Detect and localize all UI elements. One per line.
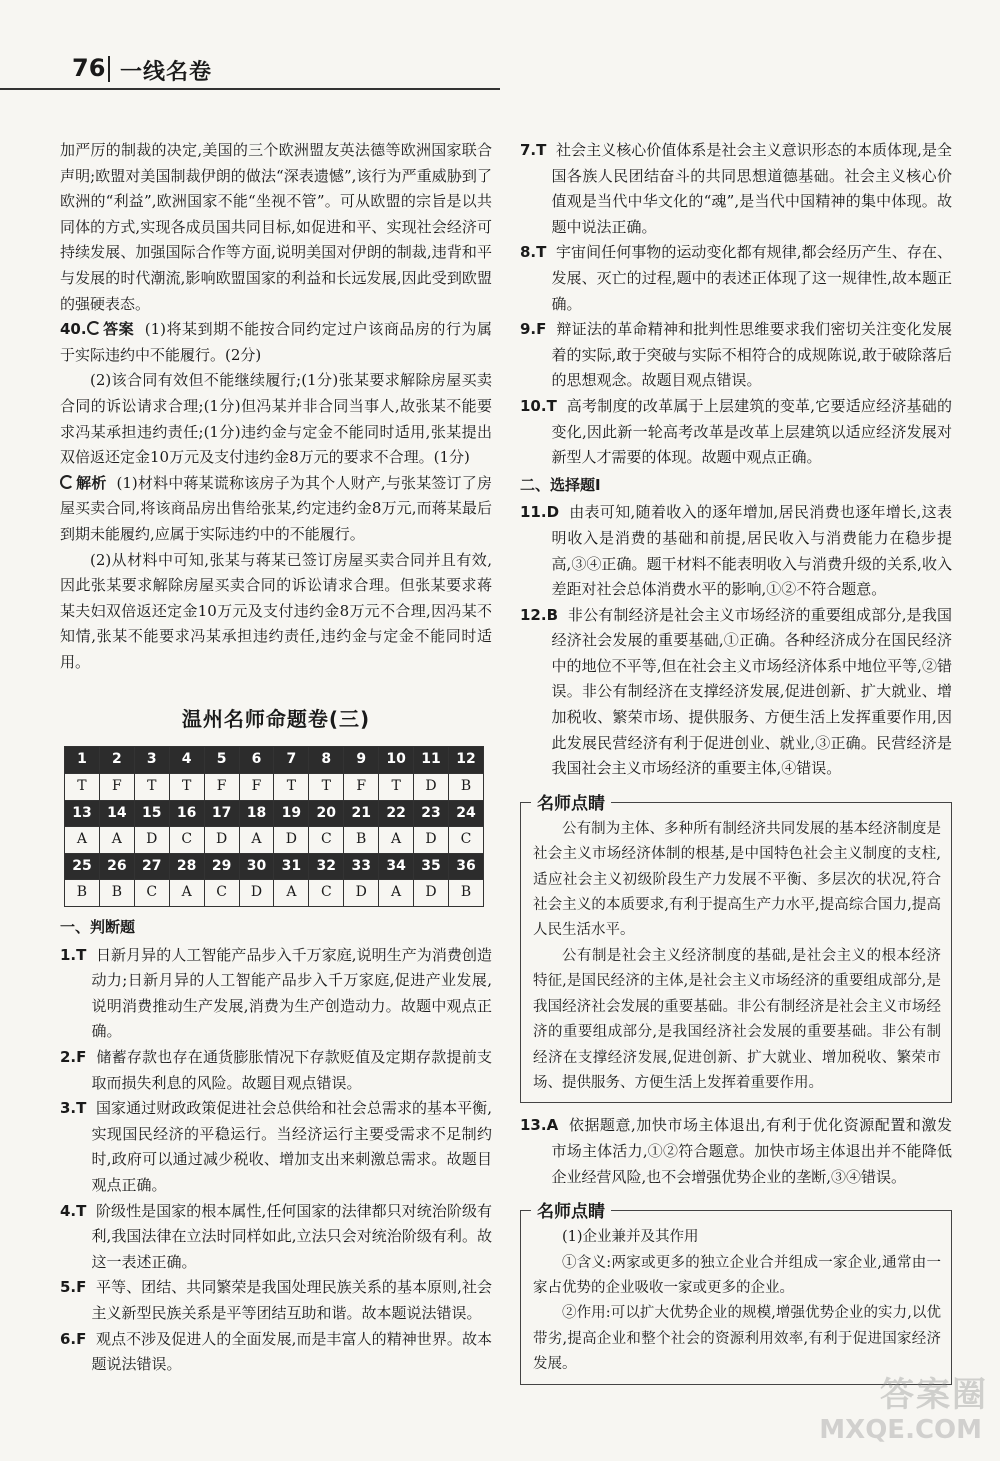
- item-number: 9.F: [520, 320, 547, 339]
- answer-cell: B: [344, 827, 379, 854]
- answer-cell: A: [169, 880, 204, 907]
- item-text: 辩证法的革命精神和批判性思维要求我们密切关注变化发展着的实际,敢于突破与实际不相符合的成规陈说,敢于破除落后的思想观念。故题目观点错误。: [551, 320, 952, 390]
- tip-box: [520, 1202, 952, 1384]
- header-rule: [0, 88, 500, 90]
- list-item: [60, 943, 492, 1045]
- q40-answer-2: (2)该合同有效但不能继续履行;(1分)张某要求解除房屋买卖合同的诉讼请求合理;(1分)但冯某并非合同当事人,故张某不能要求冯某承担违约责任;(1分)违约金与定金不能同时适用,张某提出双倍返还定金10万元及支付违约金8万元的要求不合理。(1分): [60, 371, 492, 467]
- answer-cell: A: [379, 880, 414, 907]
- question-number: 17: [204, 800, 239, 827]
- answer-cell: T: [274, 774, 309, 801]
- answer-table-row: [65, 800, 484, 827]
- question-number: 12: [448, 747, 483, 774]
- question-number: 15: [134, 800, 169, 827]
- list-item: [520, 603, 952, 782]
- question-number: 35: [414, 853, 449, 880]
- question-number: 14: [99, 800, 134, 827]
- item-text: 由表可知,随着收入的逐年增加,居民消费也逐年增长,这表明收入是消费的基础和前提,居民收入与消费能力在稳步提高,③④正确。题干材料不能表明收入与消费升级的关系,收入差距对社会总体消费水平的影响,①②不符合题意。: [551, 503, 952, 599]
- answer-cell: C: [134, 880, 169, 907]
- list-item: [520, 500, 952, 602]
- item-number: 3.T: [60, 1099, 87, 1118]
- question-number: 32: [309, 853, 344, 880]
- section-heading-judgement: 一、判断题: [60, 918, 136, 937]
- answer-cell: C: [309, 880, 344, 907]
- q40-analysis-1: (1)材料中蒋某谎称该房子为其个人财产,与张某签订了房屋买卖合同,将该商品房出售给张某,约定违约金8万元,而蒋某最后到期未能履约,应属于实际违约中的不能履行。: [60, 473, 492, 543]
- answer-cell: A: [274, 880, 309, 907]
- right-column: [520, 138, 952, 1395]
- answer-cell: D: [274, 827, 309, 854]
- answer-cell: A: [65, 827, 100, 854]
- page-number: 76: [72, 54, 106, 82]
- question-number: 33: [344, 853, 379, 880]
- question-number: 11: [414, 747, 449, 774]
- question-number: 26: [99, 853, 134, 880]
- question-number: 9: [344, 747, 379, 774]
- continued-text: 加严厉的制裁的决定,美国的三个欧洲盟友英法德等欧洲国家联合声明;欧盟对美国制裁伊朗的做法“深表遗憾”,该行为严重威胁到了欧洲的“利益”,欧洲国家不能“坐视不管”。可从欧盟的宗旨是以共同体的方式,实现各成员国共同目标,如促进和平、实现社会经济可持续发展、加强国际合作等方面,说明美国对伊朗的制裁,违背和平与发展的时代潮流,影响欧盟国家的利益和长远发展,因此受到欧盟的强硬表态。: [60, 141, 492, 313]
- list-item: [520, 317, 952, 394]
- answer-cell: C: [309, 827, 344, 854]
- watermark-site: MXQE.COM: [819, 1415, 982, 1445]
- analysis-icon: [60, 475, 74, 489]
- answer-cell: D: [204, 827, 239, 854]
- item-text: 社会主义核心价值体系是社会主义意识形态的本质体现,是全国各族人民团结奋斗的共同思想道德基础。社会主义核心价值观是当代中华文化的“魂”,是当代中国精神的集中体现。故题中说法正确。: [551, 141, 952, 236]
- question-number: 10: [379, 747, 414, 774]
- answer-table: [64, 746, 484, 907]
- tip-paragraph: 公有制是社会主义经济制度的基础,是社会主义的根本经济特征,是国民经济的主体,是社会主义市场经济的重要组成部分,是我国经济社会发展的重要基础。非公有制经济是社会主义市场经济的重要组成部分,是我国经济社会发展的重要基础。非公有制经济在支撑经济发展,促进创新、扩大就业、增加税收、繁荣市场、提供服务、方便生活上发挥着重要作用。: [533, 947, 941, 1091]
- answer-cell: T: [169, 774, 204, 801]
- item-text: 储蓄存款也存在通货膨胀情况下存款贬值及定期存款提前支取而损失利息的风险。故题目观点错误。: [91, 1048, 492, 1092]
- question-number: 7: [274, 747, 309, 774]
- item-text: 日新月异的人工智能产品步入千万家庭,说明生产为消费创造动力;日新月异的人工智能产品步入千万家庭,促进产业发展,说明消费推动生产发展,消费为生产创造动力。故题中观点正确。: [91, 945, 492, 1041]
- answer-cell: F: [204, 774, 239, 801]
- question-number: 8: [309, 747, 344, 774]
- item-number: 11.D: [520, 503, 560, 522]
- list-item: [60, 1096, 492, 1198]
- question-number: 2: [99, 747, 134, 774]
- question-number: 4: [169, 747, 204, 774]
- question-number: 25: [65, 853, 100, 880]
- answer-cell: D: [414, 774, 449, 801]
- answer-icon: [87, 321, 101, 335]
- question-number: 13: [65, 800, 100, 827]
- answer-cell: T: [134, 774, 169, 801]
- answer-table-row: [65, 853, 484, 880]
- answer-cell: D: [414, 880, 449, 907]
- list-item: [60, 1045, 492, 1096]
- item-number: 1.T: [60, 945, 87, 964]
- tip-box-label: 名师点睛: [531, 1197, 611, 1222]
- item-text: 阶级性是国家的根本属性,任何国家的法律都只对统治阶级有利,我国法律在立法时同样如此,立法只会对统治阶级有利。故这一表述正确。: [91, 1201, 492, 1271]
- answer-cell: A: [379, 827, 414, 854]
- section-heading-choice: 二、选择题Ⅰ: [520, 475, 601, 494]
- list-item: [60, 1275, 492, 1326]
- watermark: [768, 1365, 988, 1445]
- list-item: [60, 1199, 492, 1276]
- question-number: 18: [239, 800, 274, 827]
- list-item: [60, 1327, 492, 1378]
- answer-cell: T: [309, 774, 344, 801]
- answer-table-row: [65, 880, 484, 907]
- answer-tag: 答案: [102, 320, 135, 339]
- answer-cell: B: [99, 880, 134, 907]
- q40-analysis: [60, 471, 492, 548]
- q40-number: 40.: [60, 320, 87, 339]
- item-number: 10.T: [520, 396, 557, 415]
- tip-paragraph: 公有制为主体、多种所有制经济共同发展的基本经济制度是社会主义市场经济体制的根基,是中国特色社会主义制度的支柱,适应社会主义初级阶段生产力发展不平衡、多层次的状况,符合社会主义的本质要求,有利于提高生产力水平,提高综合国力,提高人民生活水平。: [533, 820, 941, 939]
- answer-cell: F: [239, 774, 274, 801]
- item-number: 4.T: [60, 1201, 87, 1220]
- tip-paragraph: (1)企业兼并及其作用: [562, 1229, 699, 1246]
- question-number: 1: [65, 747, 100, 774]
- answer-cell: T: [379, 774, 414, 801]
- question-number: 24: [448, 800, 483, 827]
- question-number: 19: [274, 800, 309, 827]
- list-item: [520, 240, 952, 317]
- question-number: 6: [239, 747, 274, 774]
- answer-cell: D: [344, 880, 379, 907]
- answer-cell: C: [204, 880, 239, 907]
- list-item: [520, 1113, 952, 1190]
- answer-cell: F: [344, 774, 379, 801]
- answer-cell: C: [169, 827, 204, 854]
- book-title: 一线名卷: [120, 60, 213, 85]
- answer-cell: F: [99, 774, 134, 801]
- question-number: 20: [309, 800, 344, 827]
- tip-box: [520, 793, 952, 1103]
- analysis-tag: 解析: [76, 473, 107, 492]
- question-number: 23: [414, 800, 449, 827]
- item-text: 观点不涉及促进人的全面发展,而是丰富人的精神世界。故本题说法错误。: [91, 1329, 492, 1374]
- item-text: 宇宙间任何事物的运动变化都有规律,都会经历产生、存在、发展、灭亡的过程,题中的表述正体现了这一规律性,故本题正确。: [551, 243, 952, 313]
- item-number: 13.A: [520, 1116, 559, 1135]
- question-number: 30: [239, 853, 274, 880]
- answer-table-row: [65, 747, 484, 774]
- item-text: 高考制度的改革属于上层建筑的变革,它要适应经济基础的变化,因此新一轮高考改革是改革上层建筑以适应经济发展对新型人才需要的体现。故题中观点正确。: [551, 396, 952, 467]
- tip-paragraph: ①含义:两家或更多的独立企业合并组成一家企业,通常由一家占优势的企业吸收一家或更多的企业。: [533, 1254, 941, 1296]
- item-number: 2.F: [60, 1048, 87, 1066]
- answer-table-row: [65, 774, 484, 801]
- item-number: 8.T: [520, 243, 547, 262]
- item-number: 12.B: [520, 605, 559, 624]
- item-number: 7.T: [520, 141, 547, 159]
- question-number: 3: [134, 747, 169, 774]
- question-number: 31: [274, 853, 309, 880]
- q40-answer: [60, 317, 492, 368]
- answer-cell: A: [239, 827, 274, 854]
- question-number: 21: [344, 800, 379, 827]
- answer-cell: D: [414, 827, 449, 854]
- question-number: 22: [379, 800, 414, 827]
- item-text: 国家通过财政政策促进社会总供给和社会总需求的基本平衡,实现国民经济的平稳运行。当经济运行主要受需求不足制约时,政府可以通过减少税收、增加支出来刺激总需求。故题目观点正确。: [91, 1099, 492, 1194]
- answer-cell: T: [65, 774, 100, 801]
- answer-cell: D: [134, 827, 169, 854]
- list-item: [520, 138, 952, 240]
- watermark-logo: 答案圈: [880, 1375, 988, 1415]
- answer-cell: B: [65, 880, 100, 907]
- answer-cell: A: [99, 827, 134, 854]
- list-item: [520, 394, 952, 471]
- question-number: 16: [169, 800, 204, 827]
- left-column: [60, 138, 492, 1378]
- item-number: 5.F: [60, 1278, 87, 1297]
- page-header: [0, 48, 500, 92]
- question-number: 29: [204, 853, 239, 880]
- answer-cell: D: [239, 880, 274, 907]
- question-number: 5: [204, 747, 239, 774]
- question-number: 27: [134, 853, 169, 880]
- question-number: 34: [379, 853, 414, 880]
- answer-cell: B: [448, 880, 483, 907]
- q40-answer-1: (1)将某到期不能按合同约定过户该商品房的行为属于实际违约中不能履行。(2分): [60, 320, 492, 364]
- item-text: 依据题意,加快市场主体退出,有利于优化资源配置和激发市场主体活力,①②符合题意。加快市场主体退出并不能降低企业经营风险,也不会增强优势企业的垄断,③④错误。: [551, 1116, 952, 1186]
- tip-box-label: 名师点睛: [531, 789, 611, 814]
- tip-paragraph: ②作用:可以扩大优势企业的规模,增强优势企业的实力,以优带劣,提高企业和整个社会的资源利用效率,有利于促进国家经济发展。: [533, 1305, 941, 1373]
- q40-analysis-2: (2)从材料中可知,张某与蒋某已签订房屋买卖合同并且有效,因此张某要求解除房屋买卖合同的诉讼请求合理。但张某要求蒋某夫妇双倍返还定金10万元及支付违约金8万元不合理,因冯某不知情,张某不能要求冯某承担违约责任,违约金与定金不能同时适用。: [60, 550, 492, 671]
- answer-table-row: [65, 827, 484, 854]
- question-number: 28: [169, 853, 204, 880]
- item-text: 平等、团结、共同繁荣是我国处理民族关系的基本原则,社会主义新型民族关系是平等团结互助和谐。故本题说法错误。: [91, 1278, 492, 1322]
- exam-title: 温州名师命题卷(三): [181, 707, 371, 732]
- item-text: 非公有制经济是社会主义市场经济的重要组成部分,是我国经济社会发展的重要基础,①正确。各种经济成分在国民经济中的地位不平等,但在社会主义市场经济体系中地位平等,②错误。非公有制经济在支撑经济发展,促进创新、扩大就业、增加税收、繁荣市场、提供服务、方便生活上发挥重要作用,因此发展民营经济有利于促进创业、就业,③正确。民营经济是我国社会主义市场经济的重要主体,④错误。: [551, 605, 952, 778]
- header-separator: [108, 56, 110, 82]
- item-number: 6.F: [60, 1329, 87, 1348]
- answer-cell: B: [448, 774, 483, 801]
- answer-cell: C: [448, 827, 483, 854]
- question-number: 36: [448, 853, 483, 880]
